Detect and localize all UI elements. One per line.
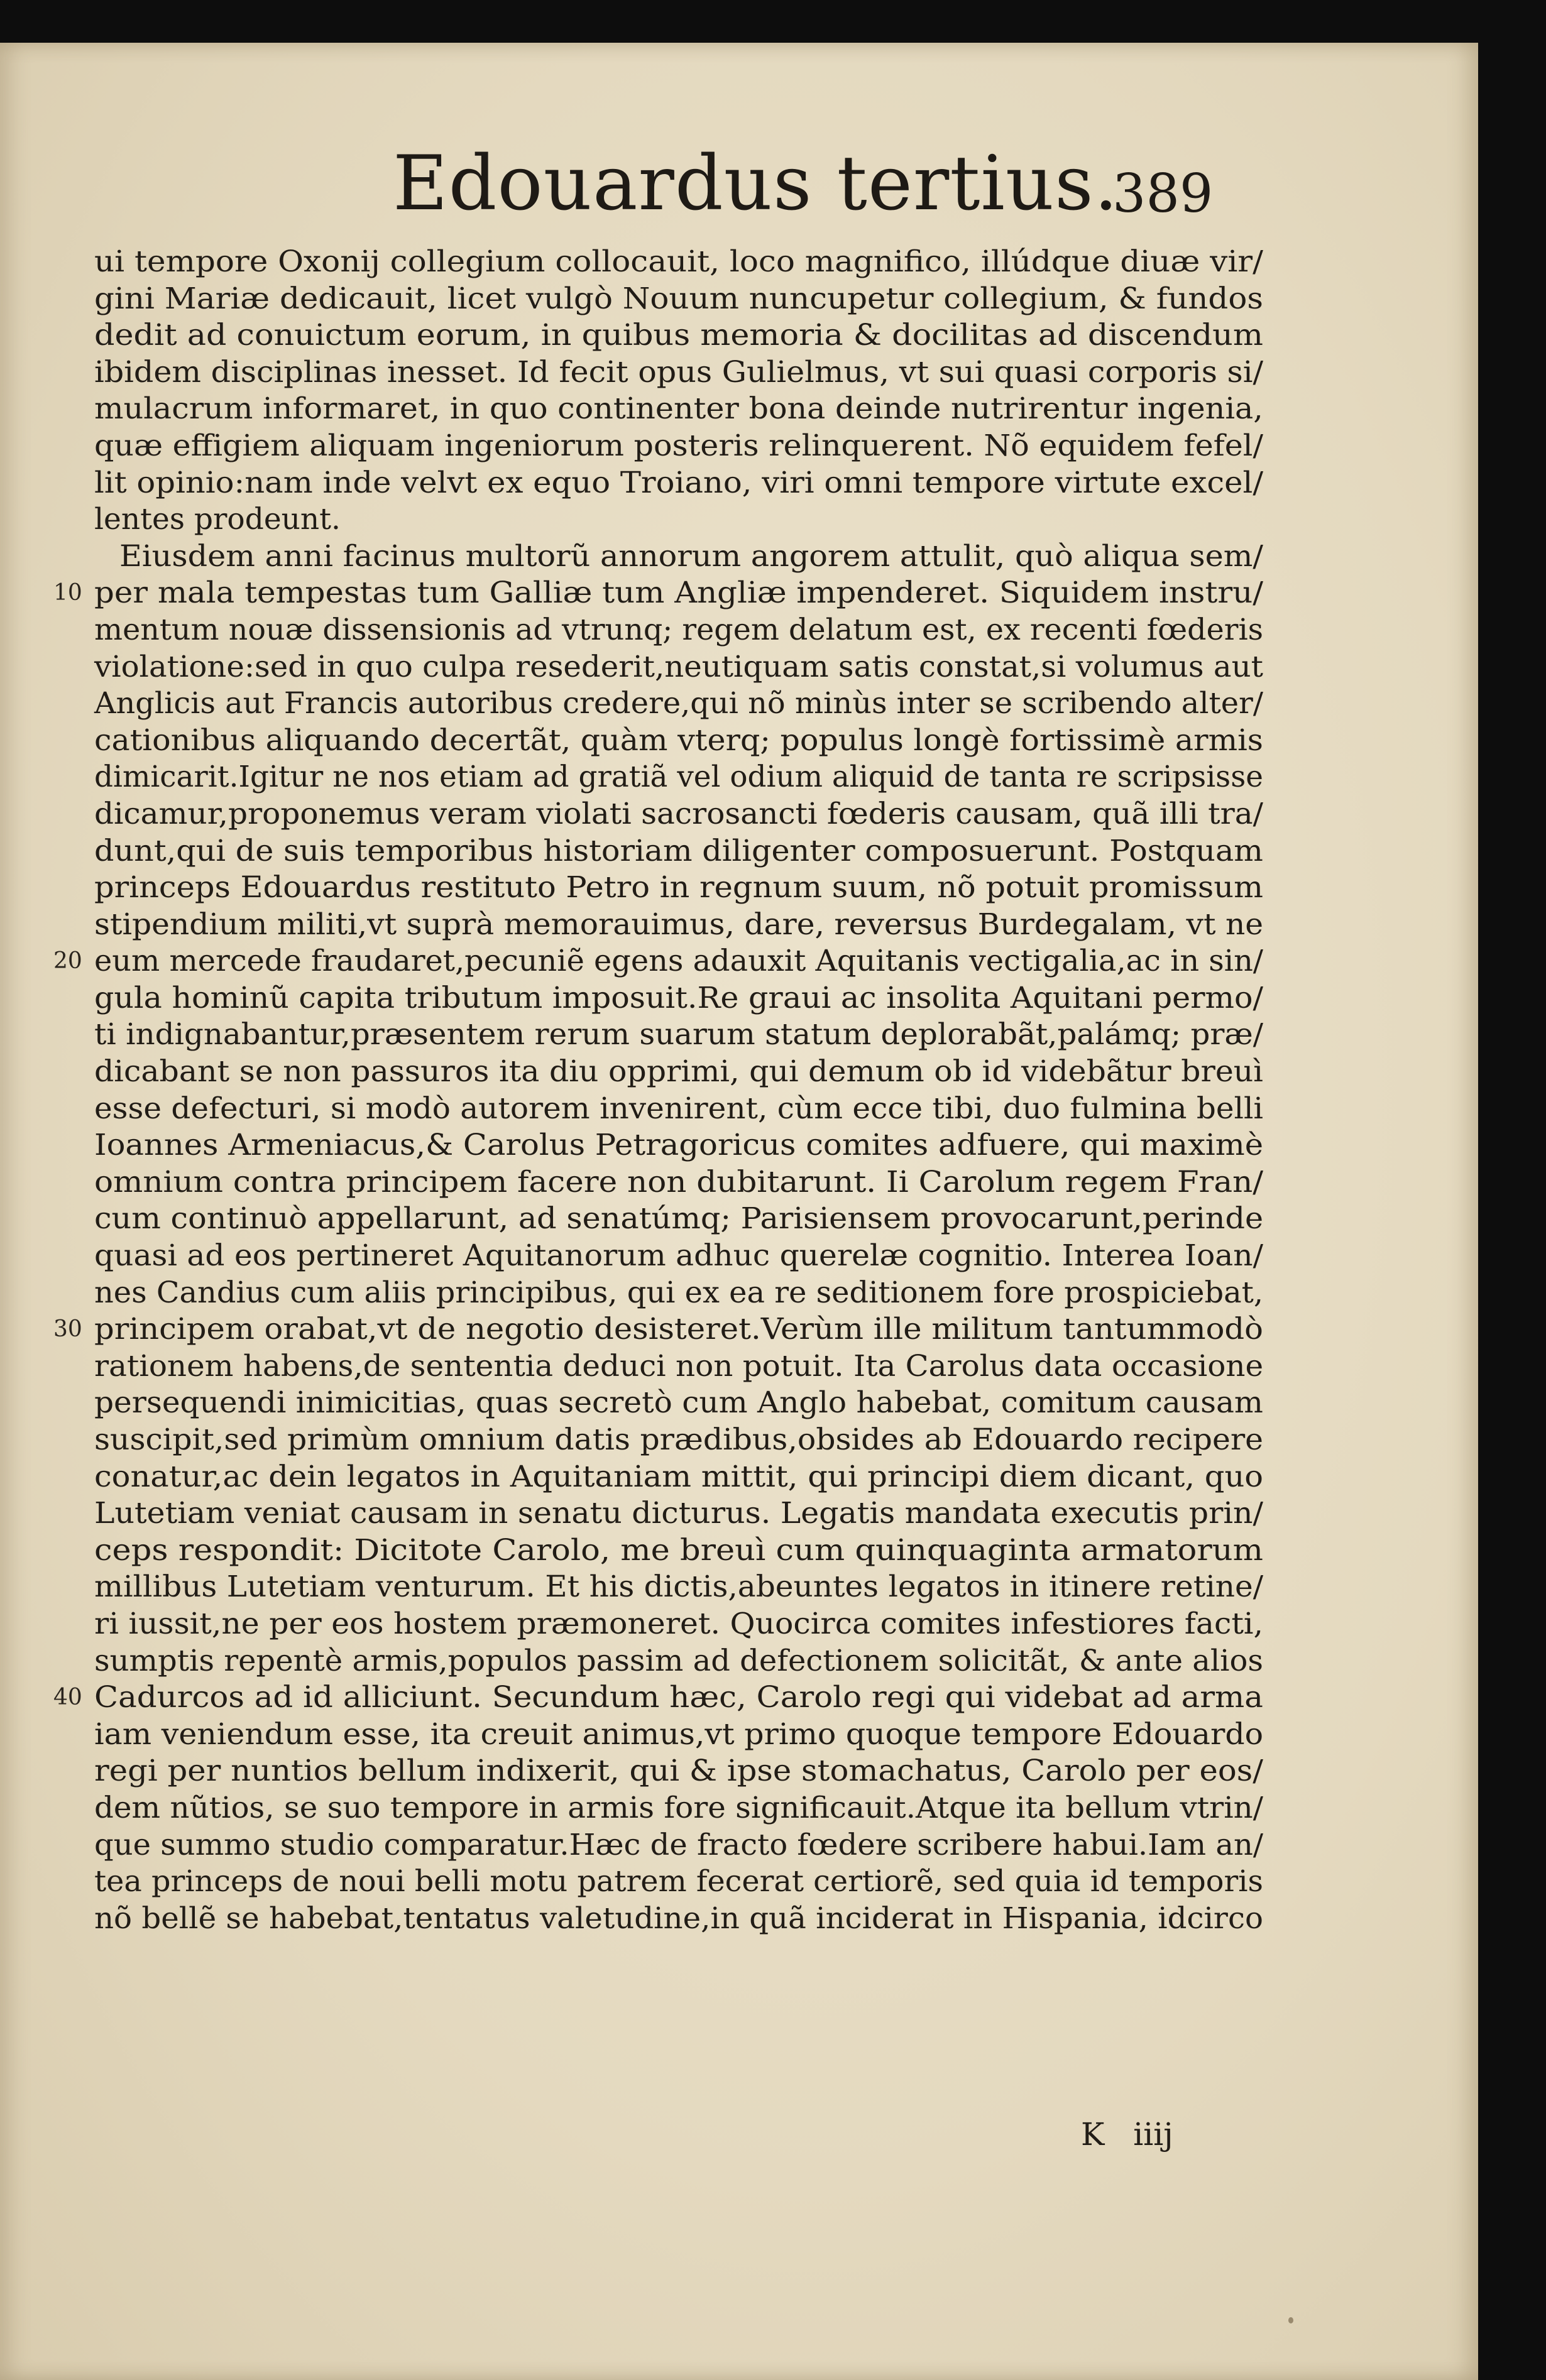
line-text: esse defecturi, si modò autorem invenirent, cùm ecce tibi, duo fulmina belli [94, 1091, 1264, 1126]
line-number: 10 [53, 580, 82, 606]
line-text: gini Mariæ dedicauit, licet vulgò Nouum nuncupetur collegium, & fundos [94, 281, 1263, 316]
line-text: stipendium militi,vt suprà memorauimus, dare, reversus Burdegalam, vt ne [94, 907, 1264, 942]
line-text: rationem habens,de sententia deduci non potuit. Ita Carolus data occasione [94, 1348, 1264, 1384]
page-number: 389 [1112, 163, 1214, 224]
line-text: Anglicis aut Francis autoribus credere,qui nõ minùs inter se scribendo alter/ [94, 686, 1263, 721]
line-text: cationibus aliquando decertãt, quàm vterq; populus longè fortissimè armis [94, 723, 1263, 758]
line-text: Ioannes Armeniacus,& Carolus Petragoricus comites adfuere, qui maximè [94, 1128, 1264, 1163]
text-line [94, 1017, 1276, 1054]
line-text: ti indignabantur,præsentem rerum suarum statum deplorabãt,palámq; præ/ [94, 1017, 1264, 1052]
text-line [94, 685, 1276, 723]
text-line [94, 1606, 1276, 1643]
text-line [94, 244, 1276, 281]
text-line [94, 501, 1276, 538]
line-text: gula hominũ capita tributum imposuit.Re graui ac insolita Aquitani permo/ [94, 980, 1264, 1015]
text-line [94, 354, 1276, 391]
page-header [0, 131, 1478, 237]
line-text: quasi ad eos pertineret Aquitanorum adhuc querelæ cognitio. Interea Ioan/ [94, 1238, 1263, 1274]
line-text: millibus Lutetiam venturum. Et his dictis,abeuntes legatos in itinere retine/ [94, 1569, 1264, 1605]
text-line [94, 1790, 1276, 1827]
signature-mark: K iiij [1081, 2116, 1173, 2153]
text-line [53, 1679, 1276, 1717]
text-line [94, 870, 1276, 907]
text-line [94, 649, 1276, 686]
line-text: lit opinio:nam inde velvt ex equo Troiano, viri omni tempore virtute excel/ [94, 465, 1264, 500]
line-text: dicamur,proponemus veram violati sacrosancti fœderis causam, quã illi tra/ [94, 796, 1263, 831]
line-text: per mala tempestas tum Galliæ tum Angliæ impenderet. Siquidem instru/ [94, 576, 1263, 611]
running-title: Edouardus tertius. [393, 140, 1119, 227]
line-text: dem nũtios, se suo tempore in armis fore significauit.Atque ita bellum vtrin/ [94, 1790, 1264, 1825]
line-text: violatione:sed in quo culpa resederit,neutiquam satis constat,si volumus aut [94, 649, 1263, 684]
text-line [94, 796, 1276, 833]
text-line [94, 1348, 1276, 1385]
text-line [94, 1495, 1276, 1532]
text-line [94, 1422, 1276, 1459]
text-line [94, 391, 1276, 428]
line-text: regi per nuntios bellum indixerit, qui & ipse stomachatus, Carolo per eos/ [94, 1754, 1263, 1789]
text-line [94, 612, 1276, 649]
text-line [94, 1091, 1276, 1128]
line-text: dicabant se non passuros ita diu opprimi, qui demum ob id videbãtur breuì [94, 1054, 1263, 1089]
line-text: conatur,ac dein legatos in Aquitaniam mittit, qui principi diem dicant, quo [94, 1459, 1264, 1494]
text-line [94, 833, 1276, 870]
line-number: 30 [53, 1316, 82, 1343]
text-line [94, 759, 1276, 796]
text-line [94, 1164, 1276, 1201]
line-text: cum continuò appellarunt, ad senatúmq; Parisiensem provocarunt,perinde [94, 1201, 1264, 1236]
text-line [94, 1275, 1276, 1312]
text-line [53, 943, 1276, 980]
text-line [94, 723, 1276, 760]
text-line [94, 465, 1276, 502]
text-line [94, 538, 1276, 576]
line-text: que summo studio comparatur.Hæc de fracto fœdere scribere habui.Iam an/ [94, 1827, 1264, 1862]
line-text: tea princeps de noui belli motu patrem fecerat certiorẽ, sed quia id temporis [94, 1864, 1264, 1899]
paper-stain [1288, 2317, 1293, 2323]
text-line [94, 1901, 1276, 1938]
text-line [53, 575, 1276, 612]
text-line [94, 1127, 1276, 1164]
text-line [94, 980, 1276, 1017]
line-text: ceps respondit: Dicitote Carolo, me breuì cum quinquaginta armatorum [94, 1532, 1263, 1568]
line-text: Lutetiam veniat causam in senatu dicturus. Legatis mandata executis prin/ [94, 1496, 1264, 1531]
text-line [94, 281, 1276, 318]
text-line [53, 1311, 1276, 1348]
line-text: ui tempore Oxonij collegium collocauit, loco magnifico, illúdque diuæ vir/ [94, 244, 1263, 279]
line-text: persequendi inimicitias, quas secretò cum Anglo habebat, comitum causam [94, 1385, 1263, 1421]
line-text: dedit ad conuictum eorum, in quibus memoria & docilitas ad discendum [94, 318, 1263, 353]
line-text: nes Candius cum aliis principibus, qui ex ea re seditionem fore prospiciebat, [94, 1275, 1264, 1310]
line-text: nõ bellẽ se habebat,tentatus valetudine,in quã inciderat in Hispania, idcirco [94, 1901, 1263, 1936]
line-text: mulacrum informaret, in quo continenter bona deinde nutrirentur ingenia, [94, 391, 1263, 427]
text-line [94, 1643, 1276, 1680]
text-line [94, 1201, 1276, 1238]
line-text: Eiusdem anni facinus multorũ annorum angorem attulit, quò aliqua sem/ [119, 538, 1263, 574]
line-text: lentes prodeunt. [94, 502, 341, 537]
text-line [94, 1054, 1276, 1091]
line-text: ri iussit,ne per eos hostem præmoneret. Quocirca comites infestiores facti, [94, 1606, 1264, 1641]
book-page [0, 43, 1478, 2380]
line-number: 20 [53, 948, 82, 974]
line-text: suscipit,sed primùm omnium datis prædibus,obsides ab Edouardo recipere [94, 1422, 1264, 1457]
line-number: 40 [53, 1684, 82, 1711]
text-line [94, 1532, 1276, 1569]
line-text: ibidem disciplinas inesset. Id fecit opus Gulielmus, vt sui quasi corporis si/ [94, 354, 1264, 390]
line-text: dunt,qui de suis temporibus historiam diligenter composuerunt. Postquam [94, 833, 1263, 868]
text-line [94, 1238, 1276, 1275]
text-line [94, 1569, 1276, 1606]
line-text: Cadurcos ad id alliciunt. Secundum hæc, Carolo regi qui videbat ad arma [94, 1680, 1263, 1715]
text-line [94, 1753, 1276, 1790]
line-text: iam veniendum esse, ita creuit animus,vt primo quoque tempore Edouardo [94, 1717, 1264, 1752]
line-text: princeps Edouardus restituto Petro in regnum suum, nõ potuit promissum [94, 870, 1264, 905]
text-line [94, 317, 1276, 354]
line-text: principem orabat,vt de negotio desisteret.Verùm ille militum tantummodò [94, 1312, 1263, 1347]
line-text: dimicarit.Igitur ne nos etiam ad gratiã vel odium aliquid de tanta re scripsisse [94, 760, 1263, 795]
text-line [94, 428, 1276, 465]
text-line [94, 1459, 1276, 1496]
body-text [53, 244, 1276, 1937]
line-text: mentum nouæ dissensionis ad vtrunq; regem delatum est, ex recenti fœderis [94, 612, 1264, 647]
line-text: omnium contra principem facere non dubitarunt. Ii Carolum regem Fran/ [94, 1164, 1264, 1199]
text-line [94, 1717, 1276, 1754]
line-text: quæ effigiem aliquam ingeniorum posteris relinquerent. Nõ equidem fefel/ [94, 428, 1263, 463]
text-line [94, 1827, 1276, 1864]
line-text: eum mercede fraudaret,pecuniẽ egens adauxit Aquitanis vectigalia,ac in sin/ [94, 944, 1263, 979]
text-line [94, 907, 1276, 944]
text-line [94, 1385, 1276, 1422]
line-text: sumptis repentè armis,populos passim ad defectionem solicitãt, & ante alios [94, 1643, 1264, 1678]
text-line [94, 1864, 1276, 1901]
